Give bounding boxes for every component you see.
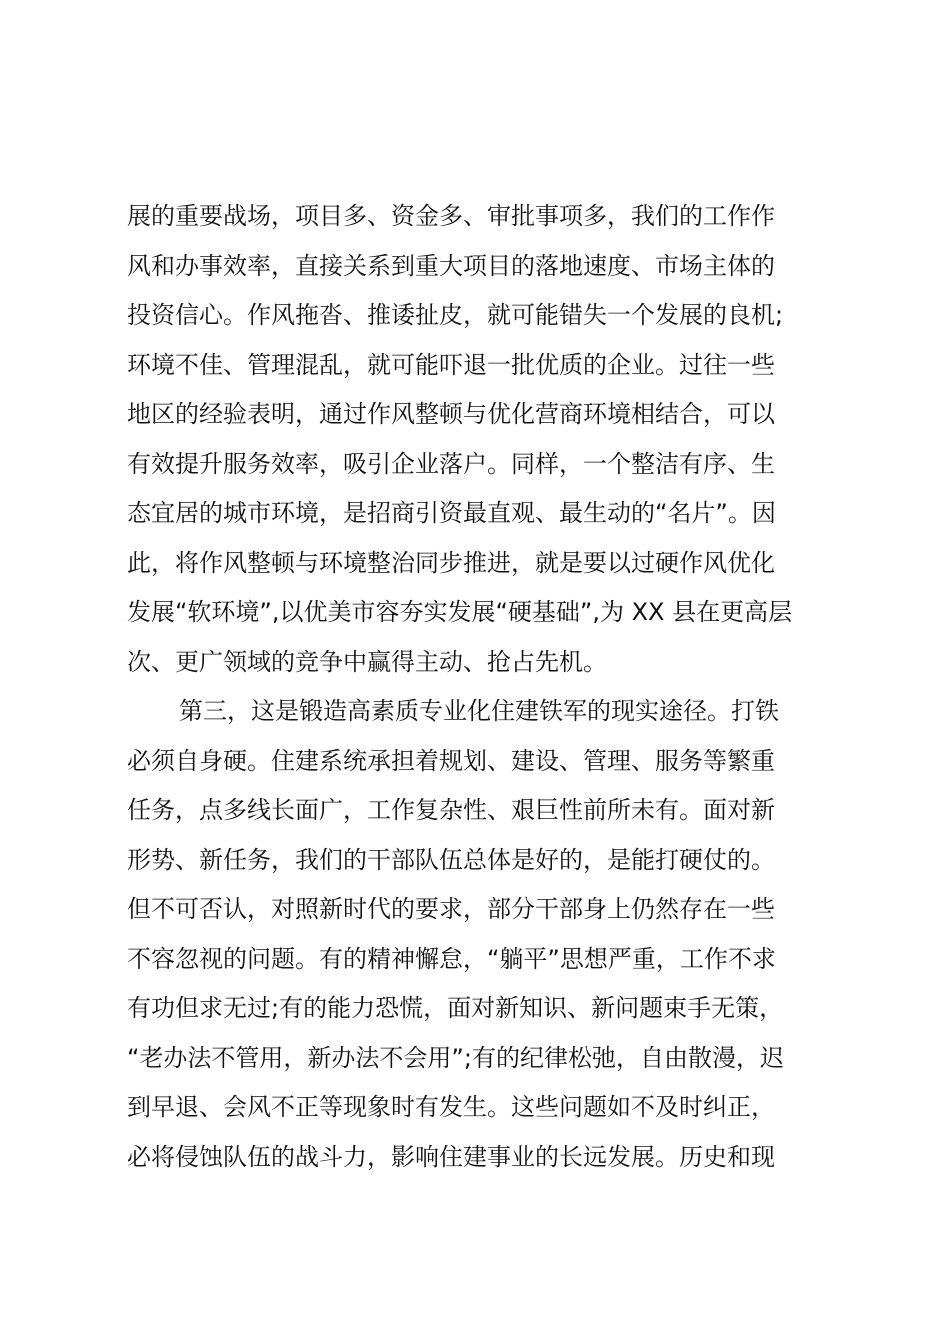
text-line: 形势、新任务，我们的干部队伍总体是好的，是能打硬仗的。 xyxy=(127,845,775,874)
text-line: 地区的经验表明，通过作风整顿与优化营商环境相结合，可以 xyxy=(127,400,775,428)
text-line: 风和办事效率，直接关系到重大项目的落地速度、市场主体的 xyxy=(127,251,775,280)
text-line: 有功但求无过;有的能力恐慌，面对新知识、新问题束手无策， xyxy=(127,994,784,1022)
text-line: 必须自身硬。住建系统承担着规划、建设、管理、服务等繁重 xyxy=(127,746,775,775)
text-line: 有效提升服务效率，吸引企业落户。同样，一个整洁有序、生 xyxy=(127,449,775,478)
text-line: 任务，点多线长面广，工作复杂性、艰巨性前所未有。面对新 xyxy=(127,796,775,824)
text-line: 到早退、会风不正等现象时有发生。这些问题如不及时纠正， xyxy=(127,1093,775,1121)
text-line: 但不可否认，对照新时代的要求，部分干部身上仍然存在一些 xyxy=(127,895,775,923)
paragraph-start-line: 第三，这是锻造高素质专业化住建铁军的现实途径。打铁 xyxy=(179,697,779,725)
text-line: 展的重要战场，项目多、资金多、审批事项多，我们的工作作 xyxy=(127,202,775,230)
text-line: 此，将作风整顿与环境整治同步推进，就是要以过硬作风优化 xyxy=(127,548,775,577)
text-line: 环境不佳、管理混乱，就可能吓退一批优质的企业。过往一些 xyxy=(127,350,775,379)
text-line: 必将侵蚀队伍的战斗力，影响住建事业的长远发展。历史和现 xyxy=(127,1142,775,1171)
body-text xyxy=(127,192,827,1182)
text-line: “老办法不管用，新办法不会用”;有的纪律松弛，自由散漫，迟 xyxy=(127,1043,784,1072)
text-line: 态宜居的城市环境，是招商引资最直观、最生动的“名片”。因 xyxy=(127,499,776,527)
text-line: 不容忽视的问题。有的精神懈怠，“躺平”思想严重，工作不求 xyxy=(127,944,776,973)
text-line: 次、更广领域的竞争中赢得主动、抢占先机。 xyxy=(127,647,607,676)
text-line: 投资信心。作风拖沓、推诿扯皮，就可能错失一个发展的良机; xyxy=(127,301,784,329)
text-line: 发展“软环境”,以优美市容夯实发展“硬基础”,为 XX 县在更高层 xyxy=(127,598,793,626)
